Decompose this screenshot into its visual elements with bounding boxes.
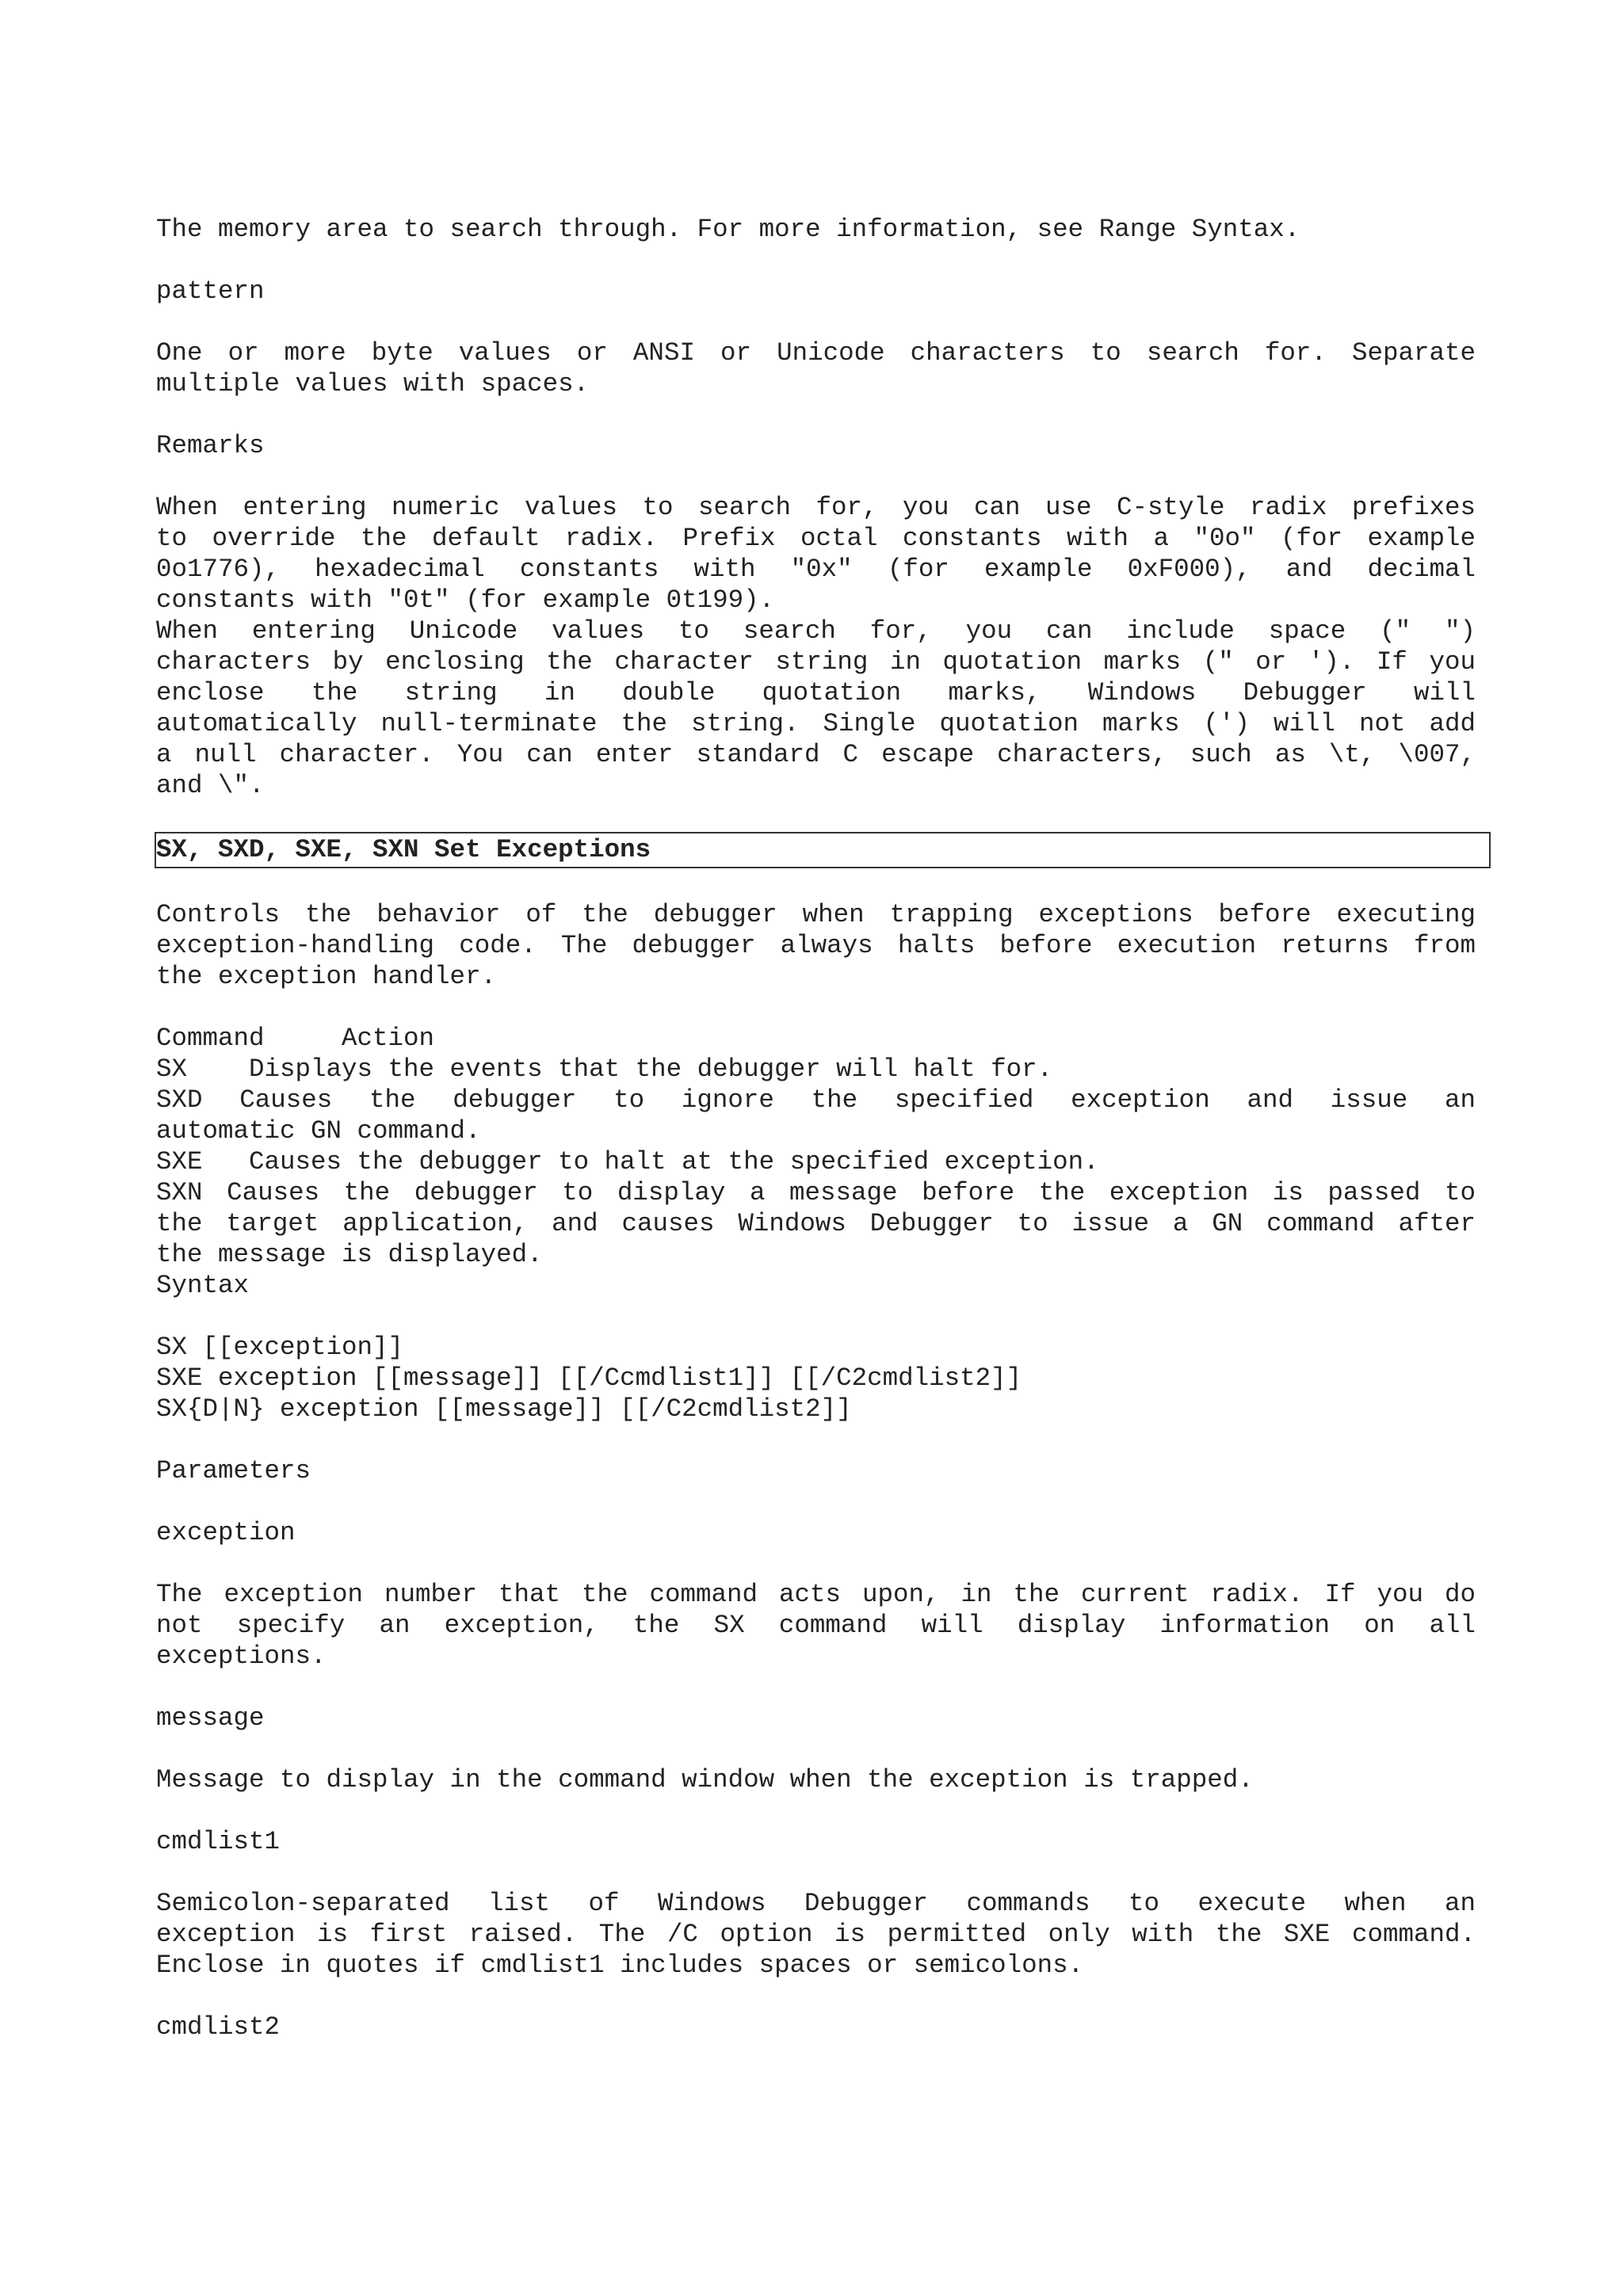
text-line: pattern	[156, 277, 265, 306]
syntax-line: SX{D|N} exception [[message]] [[/C2cmdlist2]]	[156, 1394, 852, 1424]
text-line: When entering numeric values to search for, you can use C-style radix prefixes	[156, 493, 1476, 522]
remarks-heading	[156, 430, 1476, 461]
param-name-cmdlist1	[156, 1826, 1476, 1857]
text-line: automatically null-terminate the string. Single quotation marks (') will not add	[156, 709, 1476, 738]
document-page	[156, 214, 1476, 2073]
text-line: enclose the string in double quotation marks, Windows Debugger will	[156, 678, 1476, 707]
text-line: Enclose in quotes if cmdlist1 includes spaces or semicolons.	[156, 1951, 1084, 1980]
command-row: SXD Causes the debugger to ignore the specified exception and issue an	[156, 1085, 1476, 1115]
command-row: SX Displays the events that the debugger will halt for.	[156, 1055, 1053, 1084]
text-line: and \".	[156, 771, 265, 800]
syntax-block	[156, 1332, 1476, 1425]
text-line: The memory area to search through. For more information, see Range Syntax.	[156, 215, 1300, 244]
text-line: cmdlist2	[156, 2012, 281, 2042]
text-line: One or more byte values or ANSI or Unicode characters to search for. Separate	[156, 338, 1476, 368]
text-line: 0o1776), hexadecimal constants with "0x" (for example 0xF000), and decimal	[156, 555, 1476, 584]
text-line: Semicolon-separated list of Windows Debugger commands to execute when an	[156, 1889, 1476, 1918]
message-description	[156, 1764, 1476, 1795]
text-line: exceptions.	[156, 1642, 327, 1671]
section-intro	[156, 899, 1476, 992]
syntax-heading	[156, 1270, 1476, 1301]
remarks-paragraph-1	[156, 492, 1476, 616]
parameters-heading	[156, 1455, 1476, 1486]
text-line: message	[156, 1703, 265, 1733]
text-line: Syntax	[156, 1271, 250, 1300]
command-row: SXE Causes the debugger to halt at the specified exception.	[156, 1147, 1099, 1177]
cmdlist1-description	[156, 1888, 1476, 1981]
text-line: exception is first raised. The /C option is permitted only with the SXE command.	[156, 1920, 1476, 1949]
syntax-line: SXE exception [[message]] [[/Ccmdlist1]] [[/C2cmdlist2]]	[156, 1363, 1022, 1393]
range-description	[156, 214, 1476, 245]
command-row: SXN Causes the debugger to display a message before the exception is passed to	[156, 1178, 1476, 1207]
text-line: Message to display in the command window when the exception is trapped.	[156, 1765, 1254, 1794]
command-row: the target application, and causes Windows Debugger to issue a GN command after	[156, 1209, 1476, 1238]
text-line: exception-handling code. The debugger always halts before execution returns from	[156, 931, 1476, 960]
command-row: the message is displayed.	[156, 1240, 543, 1269]
command-table	[156, 1023, 1476, 1270]
text-line: When entering Unicode values to search for, you can include space (" ")	[156, 616, 1476, 646]
command-row: automatic GN command.	[156, 1116, 481, 1146]
remarks-paragraph-2	[156, 616, 1476, 801]
param-name-cmdlist2	[156, 2012, 1476, 2042]
text-line: cmdlist1	[156, 1827, 281, 1856]
pattern-description	[156, 338, 1476, 399]
param-name-pattern	[156, 276, 1476, 307]
syntax-line: SX [[exception]]	[156, 1333, 404, 1362]
text-line: not specify an exception, the SX command will display information on all	[156, 1611, 1476, 1640]
text-line: exception	[156, 1518, 296, 1547]
text-line: a null character. You can enter standard C escape characters, such as \t, \007,	[156, 740, 1476, 769]
param-name-message	[156, 1703, 1476, 1733]
param-name-exception	[156, 1517, 1476, 1548]
text-line: the exception handler.	[156, 962, 497, 991]
text-line: multiple values with spaces.	[156, 369, 590, 399]
exception-description	[156, 1579, 1476, 1672]
text-line: characters by enclosing the character string in quotation marks (" or '). If you	[156, 647, 1476, 677]
command-table-header: Command Action	[156, 1024, 435, 1053]
text-line: Remarks	[156, 431, 265, 460]
text-line: Parameters	[156, 1456, 311, 1486]
text-line: constants with "0t" (for example 0t199).	[156, 585, 775, 615]
text-line: The exception number that the command acts upon, in the current radix. If you do	[156, 1580, 1476, 1609]
section-heading	[155, 832, 1491, 868]
section-heading-text: SX, SXD, SXE, SXN Set Exceptions	[156, 835, 651, 864]
text-line: Controls the behavior of the debugger when trapping exceptions before executing	[156, 900, 1476, 929]
text-line: to override the default radix. Prefix octal constants with a "0o" (for example	[156, 524, 1476, 553]
